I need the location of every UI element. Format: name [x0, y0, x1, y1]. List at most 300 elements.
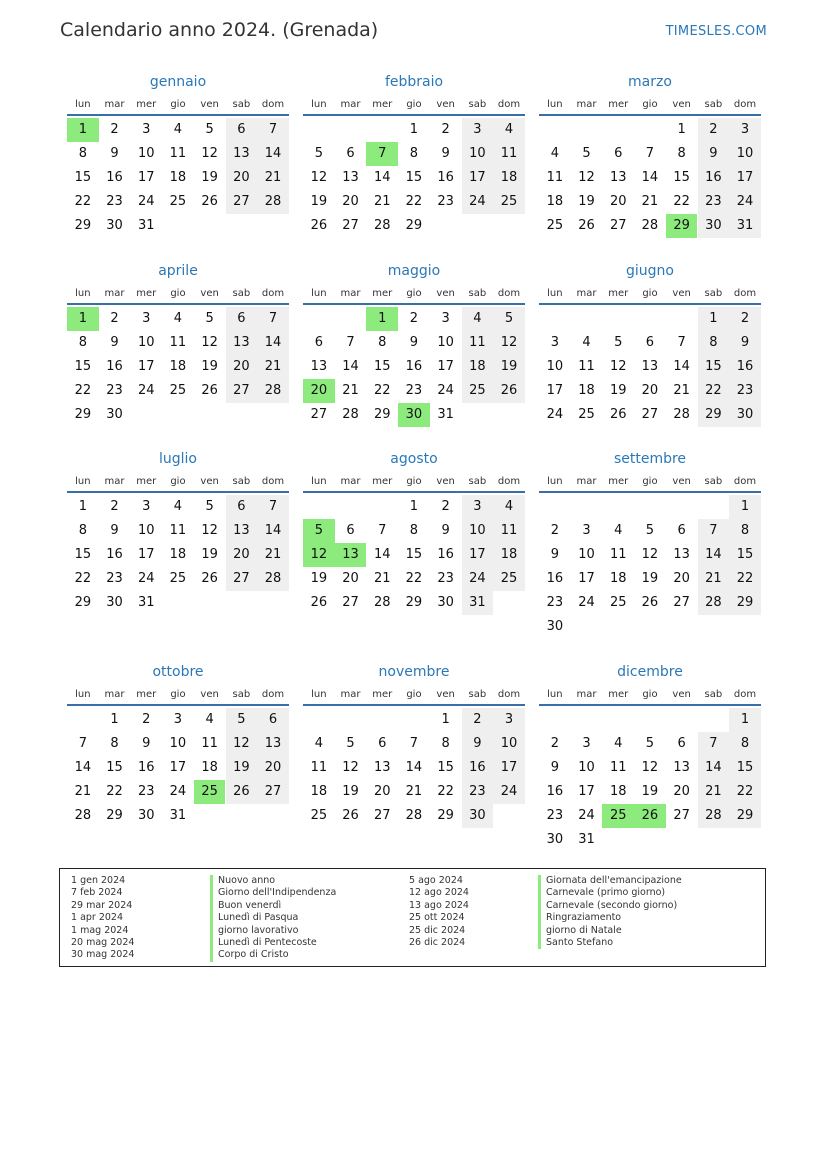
calendar-day: 28 — [698, 591, 730, 615]
calendar-day: 6 — [257, 708, 289, 732]
calendar-day: 17 — [137, 547, 155, 562]
calendar-day: 20 — [673, 571, 690, 586]
weekday-header: lun — [547, 99, 563, 110]
weekday-header: dom — [733, 288, 757, 299]
calendar-day: 8 — [409, 146, 419, 161]
calendar-day: 17 — [462, 543, 494, 567]
weekday-header: ven — [672, 476, 691, 487]
weekday-header: dom — [497, 99, 521, 110]
legend-date: 1 apr 2024 — [71, 912, 124, 924]
calendar-day: 8 — [78, 523, 87, 538]
legend-name: Ringraziamento — [538, 912, 682, 924]
calendar-day: 28 — [698, 804, 730, 828]
calendar-day: 26 — [226, 780, 258, 804]
calendar-day: 31 — [437, 407, 454, 422]
weekday-header: sab — [232, 288, 251, 299]
calendar-day: 12 — [201, 335, 218, 350]
calendar-day: 29 — [405, 595, 423, 610]
calendar-day: 24 — [546, 407, 564, 422]
weekday-header: lun — [75, 476, 91, 487]
calendar-day: 27 — [673, 808, 690, 823]
weekday-header: sab — [704, 476, 723, 487]
calendar-day: 23 — [405, 383, 423, 398]
calendar-day: 4 — [173, 311, 183, 326]
legend-date: 1 gen 2024 — [71, 875, 126, 886]
legend-name: Santo Stefano — [538, 937, 682, 949]
calendar-day: 27 — [342, 218, 359, 233]
calendar-day: 29 — [74, 218, 92, 233]
calendar-day: 13 — [673, 760, 690, 775]
calendar-day: 28 — [257, 567, 289, 591]
calendar-day: 7 — [257, 495, 289, 519]
weekday-header: mer — [608, 99, 629, 110]
calendar-day: 4 — [173, 122, 183, 137]
calendar-day: 19 — [201, 547, 218, 562]
calendar-day: 7 — [698, 732, 730, 756]
weekday-header: mer — [608, 288, 629, 299]
calendar-day: 20 — [609, 194, 627, 209]
month-name: giugno — [626, 263, 674, 279]
weekday-header: gio — [642, 288, 658, 299]
calendar-day: 22 — [74, 571, 92, 586]
calendar-day: 19 — [226, 756, 258, 780]
calendar-day: 16 — [546, 784, 564, 799]
calendar-day: 9 — [110, 523, 119, 538]
weekday-header: lun — [547, 288, 563, 299]
calendar-day: 30 — [437, 595, 454, 610]
calendar-day: 21 — [257, 543, 289, 567]
calendar-day: 3 — [729, 118, 761, 142]
calendar-day: 29 — [437, 808, 454, 823]
calendar-day: 24 — [578, 595, 595, 610]
calendar-day: 14 — [373, 170, 391, 185]
calendar-day: 8 — [78, 335, 87, 350]
calendar-day: 5 — [582, 146, 591, 161]
weekday-header: mer — [608, 689, 629, 700]
calendar-day: 2 — [110, 122, 119, 137]
calendar-day: 28 — [673, 407, 690, 422]
calendar-day: 15 — [405, 547, 423, 562]
weekday-header: mer — [136, 288, 157, 299]
calendar-day: 23 — [729, 379, 761, 403]
calendar-day: 19 — [342, 784, 359, 799]
calendar-day: 2 — [441, 499, 450, 514]
weekday-header: dom — [497, 288, 521, 299]
weekday-header: gio — [642, 689, 658, 700]
calendar-day: 20 — [641, 383, 659, 398]
calendar-day: 23 — [546, 808, 564, 823]
calendar-day: 24 — [462, 567, 494, 591]
calendar-day: 27 — [226, 379, 258, 403]
weekday-header: gio — [170, 476, 186, 487]
calendar-day: 31 — [137, 218, 155, 233]
month-name: ottobre — [152, 664, 204, 680]
calendar-day: 27 — [226, 567, 258, 591]
calendar-day: 17 — [137, 170, 155, 185]
calendar-day: 3 — [142, 499, 151, 514]
calendar-day: 25 — [462, 379, 494, 403]
calendar-day: 30 — [106, 218, 123, 233]
calendar-day: 27 — [257, 780, 289, 804]
calendar-day: 5 — [493, 307, 525, 331]
calendar-day: 11 — [546, 170, 564, 185]
holiday-day: 25 — [194, 780, 226, 804]
weekday-header: mar — [340, 476, 361, 487]
calendar-day: 21 — [641, 194, 659, 209]
weekday-header: mar — [104, 689, 125, 700]
month-agosto — [303, 451, 525, 651]
calendar-day: 8 — [78, 146, 87, 161]
calendar-day: 14 — [342, 359, 359, 374]
weekday-header: sab — [704, 99, 723, 110]
weekday-header: ven — [436, 689, 455, 700]
month-maggio — [303, 263, 525, 463]
calendar-day: 9 — [729, 331, 761, 355]
weekday-header: mar — [340, 288, 361, 299]
calendar-day: 15 — [74, 359, 92, 374]
month-name: maggio — [387, 263, 441, 279]
legend-date: 29 mar 2024 — [71, 899, 133, 911]
calendar-day: 21 — [698, 567, 730, 591]
calendar-day: 14 — [698, 543, 730, 567]
calendar-day: 23 — [462, 780, 494, 804]
month-divider — [67, 491, 289, 493]
calendar-day: 15 — [437, 760, 454, 775]
calendar-day: 29 — [74, 595, 92, 610]
calendar-day: 1 — [698, 307, 730, 331]
calendar-day: 31 — [729, 214, 761, 238]
calendar-day: 11 — [169, 523, 187, 538]
calendar-day: 3 — [582, 736, 591, 751]
calendar-day: 22 — [405, 571, 423, 586]
calendar-day: 28 — [342, 407, 359, 422]
calendar-day: 18 — [310, 784, 328, 799]
legend-date: 26 dic 2024 — [409, 936, 466, 948]
calendar-day: 6 — [677, 523, 686, 538]
calendar-day: 15 — [373, 359, 391, 374]
calendar-day: 20 — [226, 543, 258, 567]
calendar-day: 20 — [673, 784, 690, 799]
calendar-day: 28 — [257, 190, 289, 214]
calendar-day: 13 — [226, 519, 258, 543]
calendar-day: 1 — [677, 122, 686, 137]
calendar-day: 12 — [578, 170, 595, 185]
month-divider — [539, 704, 761, 706]
calendar-day: 10 — [137, 523, 155, 538]
calendar-day: 21 — [373, 194, 391, 209]
calendar-day: 30 — [546, 832, 564, 847]
calendar-day: 17 — [137, 359, 155, 374]
calendar-day: 25 — [493, 567, 525, 591]
calendar-day: 10 — [137, 146, 155, 161]
weekday-header: sab — [704, 689, 723, 700]
calendar-day: 3 — [582, 523, 591, 538]
calendar-day: 21 — [373, 571, 391, 586]
calendar-day: 10 — [462, 519, 494, 543]
weekday-header: lun — [311, 476, 327, 487]
calendar-day: 14 — [257, 142, 289, 166]
calendar-day: 23 — [437, 571, 454, 586]
calendar-day: 15 — [729, 756, 761, 780]
calendar-day: 27 — [609, 218, 627, 233]
weekday-header: gio — [170, 288, 186, 299]
legend-name: Lunedì di Pentecoste — [210, 937, 336, 949]
calendar-day: 2 — [698, 118, 730, 142]
weekday-header: mar — [104, 288, 125, 299]
calendar-day: 5 — [314, 146, 323, 161]
weekday-header: sab — [468, 476, 487, 487]
calendar-day: 20 — [257, 756, 289, 780]
calendar-day: 4 — [205, 712, 214, 727]
calendar-day: 26 — [342, 808, 359, 823]
calendar-day: 3 — [493, 708, 525, 732]
weekday-header: lun — [75, 99, 91, 110]
calendar-day: 6 — [346, 523, 355, 538]
calendar-day: 16 — [698, 166, 730, 190]
weekday-header: lun — [547, 689, 563, 700]
calendar-day: 20 — [226, 166, 258, 190]
weekday-header: mer — [608, 476, 629, 487]
calendar-day: 8 — [729, 519, 761, 543]
calendar-day: 20 — [226, 355, 258, 379]
calendar-day: 22 — [106, 784, 123, 799]
calendar-day: 7 — [346, 335, 355, 350]
calendar-day: 29 — [106, 808, 123, 823]
legend-date: 7 feb 2024 — [71, 887, 123, 899]
holiday-day: 26 — [634, 804, 666, 828]
calendar-day: 18 — [578, 383, 595, 398]
calendar-day: 22 — [698, 379, 730, 403]
legend-date: 20 mag 2024 — [71, 936, 135, 948]
calendar-day: 15 — [106, 760, 123, 775]
month-gennaio — [67, 74, 289, 274]
weekday-header: mer — [372, 476, 393, 487]
calendar-day: 8 — [378, 335, 387, 350]
weekday-header: gio — [406, 99, 422, 110]
calendar-day: 13 — [257, 732, 289, 756]
calendar-day: 30 — [698, 214, 730, 238]
calendar-day: 6 — [226, 118, 258, 142]
calendar-day: 4 — [493, 118, 525, 142]
calendar-day: 4 — [550, 146, 559, 161]
calendar-day: 25 — [169, 194, 187, 209]
calendar-day: 1 — [409, 122, 419, 137]
weekday-header: ven — [436, 288, 455, 299]
calendar-day: 30 — [106, 407, 123, 422]
calendar-day: 14 — [641, 170, 659, 185]
calendar-day: 7 — [645, 146, 655, 161]
calendar-day: 28 — [641, 218, 659, 233]
calendar-day: 27 — [342, 595, 359, 610]
weekday-header: gio — [406, 476, 422, 487]
calendar-day: 26 — [201, 194, 218, 209]
calendar-day: 15 — [74, 547, 92, 562]
calendar-day: 11 — [201, 736, 218, 751]
calendar-day: 5 — [645, 523, 655, 538]
legend-date: 13 ago 2024 — [409, 899, 469, 911]
weekday-header: gio — [170, 689, 186, 700]
calendar-day: 1 — [409, 499, 419, 514]
calendar-day: 19 — [578, 194, 595, 209]
calendar-day: 25 — [310, 808, 328, 823]
holiday-day: 7 — [366, 142, 398, 166]
calendar-day: 22 — [74, 194, 92, 209]
calendar-day: 31 — [137, 595, 155, 610]
weekday-header: gio — [170, 99, 186, 110]
calendar-day: 21 — [257, 166, 289, 190]
calendar-day: 29 — [373, 407, 391, 422]
legend-dates-left — [71, 875, 134, 962]
calendar-day: 16 — [137, 760, 155, 775]
calendar-day: 30 — [137, 808, 155, 823]
calendar-day: 4 — [462, 307, 494, 331]
calendar-day: 21 — [698, 780, 730, 804]
weekday-header: lun — [75, 689, 91, 700]
calendar-day: 14 — [257, 519, 289, 543]
calendar-day: 8 — [409, 523, 419, 538]
calendar-day: 8 — [698, 331, 730, 355]
weekday-header: sab — [468, 99, 487, 110]
calendar-day: 8 — [677, 146, 686, 161]
calendar-day: 2 — [110, 311, 119, 326]
calendar-day: 23 — [106, 383, 123, 398]
calendar-day: 12 — [641, 760, 659, 775]
calendar-day: 18 — [462, 355, 494, 379]
holiday-day: 1 — [67, 307, 99, 331]
legend-name: Carnevale (primo giorno) — [538, 887, 682, 899]
calendar-day: 13 — [373, 760, 391, 775]
calendar-day: 12 — [493, 331, 525, 355]
calendar-day: 3 — [173, 712, 183, 727]
calendar-day: 16 — [405, 359, 423, 374]
calendar-day: 17 — [462, 166, 494, 190]
calendar-day: 7 — [378, 523, 387, 538]
weekday-header: ven — [200, 99, 219, 110]
calendar-day: 10 — [137, 335, 155, 350]
calendar-day: 7 — [698, 519, 730, 543]
calendar-day: 24 — [729, 190, 761, 214]
calendar-day: 1 — [78, 499, 87, 514]
calendar-day: 28 — [257, 379, 289, 403]
calendar-day: 24 — [137, 383, 155, 398]
calendar-day: 15 — [74, 170, 92, 185]
calendar-day: 20 — [373, 784, 391, 799]
calendar-day: 6 — [226, 307, 258, 331]
weekday-header: mar — [576, 288, 597, 299]
calendar-day: 22 — [673, 194, 690, 209]
holiday-day: 13 — [335, 543, 367, 567]
calendar-day: 18 — [609, 571, 627, 586]
calendar-day: 15 — [698, 355, 730, 379]
calendar-day: 10 — [493, 732, 525, 756]
calendar-day: 27 — [673, 595, 690, 610]
calendar-day: 28 — [373, 218, 391, 233]
calendar-day: 2 — [142, 712, 151, 727]
weekday-header: gio — [642, 476, 658, 487]
calendar-day: 25 — [169, 571, 187, 586]
calendar-day: 10 — [729, 142, 761, 166]
calendar-day: 25 — [169, 383, 187, 398]
brand-logo[interactable]: TIMESLES.COM — [665, 24, 767, 39]
calendar-day: 5 — [205, 499, 214, 514]
legend-date: 12 ago 2024 — [409, 887, 469, 899]
calendar-day: 1 — [729, 495, 761, 519]
calendar-day: 13 — [226, 331, 258, 355]
legend-name: Carnevale (secondo giorno) — [538, 900, 682, 912]
calendar-day: 24 — [169, 784, 187, 799]
calendar-day: 23 — [546, 595, 564, 610]
calendar-day: 16 — [437, 170, 454, 185]
month-divider — [303, 704, 525, 706]
calendar-day: 12 — [641, 547, 659, 562]
weekday-header: mer — [372, 99, 393, 110]
calendar-day: 4 — [173, 499, 183, 514]
calendar-day: 7 — [78, 736, 87, 751]
legend-name: giorno di Natale — [538, 925, 682, 937]
legend-name: Corpo di Cristo — [210, 949, 336, 961]
holiday-day: 1 — [366, 307, 398, 331]
holiday-day: 25 — [602, 804, 634, 828]
weekday-header: ven — [200, 288, 219, 299]
calendar-day: 6 — [645, 335, 655, 350]
calendar-day: 17 — [578, 571, 595, 586]
calendar-day: 17 — [169, 760, 187, 775]
calendar-day: 30 — [729, 403, 761, 427]
calendar-day: 3 — [550, 335, 559, 350]
calendar-day: 21 — [74, 784, 92, 799]
calendar-day: 18 — [546, 194, 564, 209]
calendar-day: 10 — [546, 359, 564, 374]
weekday-header: ven — [672, 689, 691, 700]
calendar-day: 12 — [609, 359, 627, 374]
weekday-header: sab — [704, 288, 723, 299]
holiday-day: 30 — [398, 403, 430, 427]
calendar-day: 12 — [201, 146, 218, 161]
calendar-day: 26 — [493, 379, 525, 403]
calendar-day: 14 — [673, 359, 690, 374]
calendar-day: 8 — [441, 736, 450, 751]
weekday-header: gio — [642, 99, 658, 110]
calendar-day: 18 — [493, 166, 525, 190]
calendar-day: 12 — [342, 760, 359, 775]
calendar-day: 9 — [462, 732, 494, 756]
weekday-header: sab — [468, 689, 487, 700]
calendar-day: 20 — [342, 571, 359, 586]
month-divider — [303, 303, 525, 305]
weekday-header: dom — [733, 476, 757, 487]
calendar-day: 21 — [342, 383, 359, 398]
calendar-day: 11 — [493, 142, 525, 166]
weekday-header: dom — [261, 476, 285, 487]
calendar-day: 24 — [462, 190, 494, 214]
weekday-header: lun — [75, 288, 91, 299]
calendar-day: 17 — [437, 359, 454, 374]
month-marzo — [539, 74, 761, 274]
calendar-day: 14 — [698, 756, 730, 780]
calendar-day: 2 — [409, 311, 419, 326]
month-giugno — [539, 263, 761, 463]
holiday-legend — [59, 868, 766, 967]
calendar-day: 14 — [373, 547, 391, 562]
month-name: dicembre — [617, 664, 683, 680]
month-divider — [67, 114, 289, 116]
legend-date: 5 ago 2024 — [409, 875, 463, 886]
weekday-header: sab — [232, 99, 251, 110]
calendar-day: 7 — [409, 736, 419, 751]
calendar-day: 5 — [614, 335, 623, 350]
calendar-day: 5 — [226, 708, 258, 732]
calendar-day: 12 — [226, 732, 258, 756]
